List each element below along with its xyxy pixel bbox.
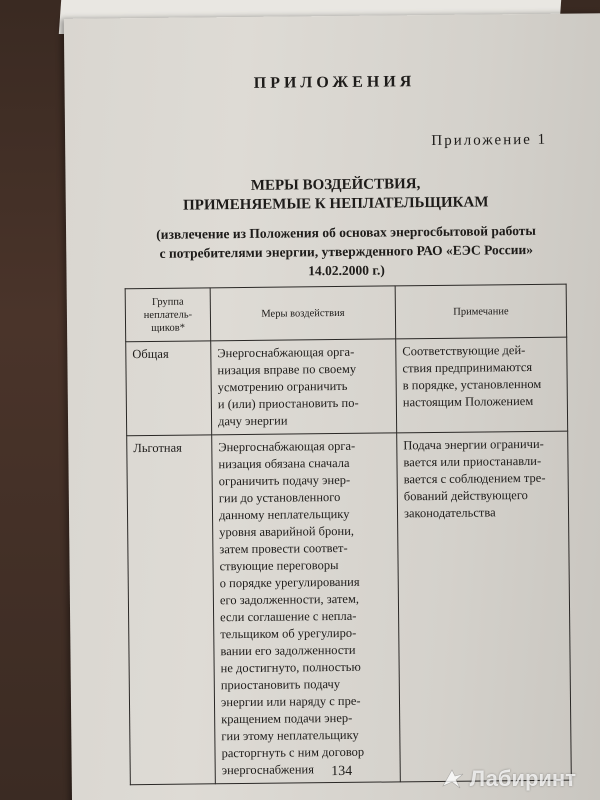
header-group: Группа неплатель-щиков* (125, 288, 211, 342)
table-header-row (125, 284, 567, 342)
cell-line: вается или приостанавли- (403, 453, 542, 470)
cell-line: уровня аварийной брони, (219, 523, 355, 540)
book-page (64, 13, 600, 800)
page-number: 134 (331, 763, 353, 780)
cell-note (396, 337, 568, 433)
watermark-text: Лабиринт (469, 766, 576, 791)
cell-line: бований действующего (403, 488, 528, 504)
cell-group: Льготная (127, 435, 216, 785)
labirint-watermark (440, 766, 576, 792)
cell-line: не достигнуто, полностью (220, 659, 361, 676)
table-row (126, 337, 568, 436)
cell-line: вании его задолженности (220, 642, 356, 659)
subtitle-line: 14.02.2000 г.) (308, 262, 385, 279)
cell-line: ограничить подачу энер- (218, 472, 351, 489)
section-heading: ПРИЛОЖЕНИЯ (253, 73, 416, 92)
cell-line: низация вправе по своему (217, 361, 357, 378)
cell-line: о порядке урегулирования (219, 574, 360, 591)
cell-line: затем провести соответ- (219, 540, 348, 557)
cell-line: ствующие переговоры (219, 558, 339, 574)
cell-line: настоящим Положением (402, 393, 534, 410)
cell-line: Соответствующие дей- (402, 343, 526, 359)
document-title (66, 173, 600, 217)
cell-line: гии до установленного (218, 489, 341, 506)
cell-line: Энергоснабжающая орга- (218, 438, 356, 455)
cell-note (397, 431, 572, 782)
document-subtitle (126, 221, 567, 283)
cell-line: тельщиком об урегулиро- (220, 625, 357, 642)
cell-line: энергоснабжения (221, 762, 314, 778)
header-note: Примечание (395, 284, 567, 339)
cell-line: низация обязана сначала (218, 455, 350, 472)
cell-line: его задолженности, затем, (219, 591, 360, 608)
cell-line: усмотрению ограничить (217, 378, 348, 395)
cell-line: приостановить подачу (220, 676, 341, 693)
cell-measures (212, 433, 401, 784)
title-line: МЕРЫ ВОЗДЕЙСТВИЯ, (250, 176, 421, 194)
cell-line: если соглашение с непла- (220, 608, 357, 625)
cell-line: вается с соблюдением тре- (403, 470, 546, 487)
cell-line: гии этому неплательщику (221, 727, 359, 744)
cell-line: энергии или наряду с пре- (220, 693, 361, 710)
table-row (127, 431, 572, 785)
cell-line: дачу энергии (217, 413, 288, 429)
header-measures: Меры воздействия (210, 286, 396, 341)
subtitle-line: (извлечение из Положения об основах энергосбытовой работы (156, 222, 536, 242)
cell-line: ствия предпринимаются (402, 359, 533, 376)
cell-line: Энергоснабжающая орга- (217, 344, 355, 361)
cell-line: данному неплательщику (218, 506, 350, 523)
cell-line: расторгнуть с ним договор (221, 744, 365, 761)
cell-line: Подача энергии ограничи- (403, 436, 544, 453)
cell-line: кращением подачи энер- (221, 710, 353, 727)
title-line: ПРИМЕНЯЕМЫЕ К НЕПЛАТЕЛЬЩИКАМ (183, 194, 489, 214)
table-body (126, 337, 572, 785)
appendix-label: Приложение 1 (431, 131, 548, 150)
cell-group: Общая (126, 341, 212, 436)
measures-table (125, 284, 572, 786)
cell-line: законодательства (403, 505, 496, 521)
cell-line: и (или) приостановить по- (217, 395, 359, 412)
cell-line: в порядке, установленном (402, 376, 542, 393)
subtitle-line: с потребителями энергии, утвержденного РАО «ЕЭС России» (159, 241, 534, 261)
labyrinth-bird-icon (440, 766, 466, 792)
cell-measures (211, 339, 397, 435)
